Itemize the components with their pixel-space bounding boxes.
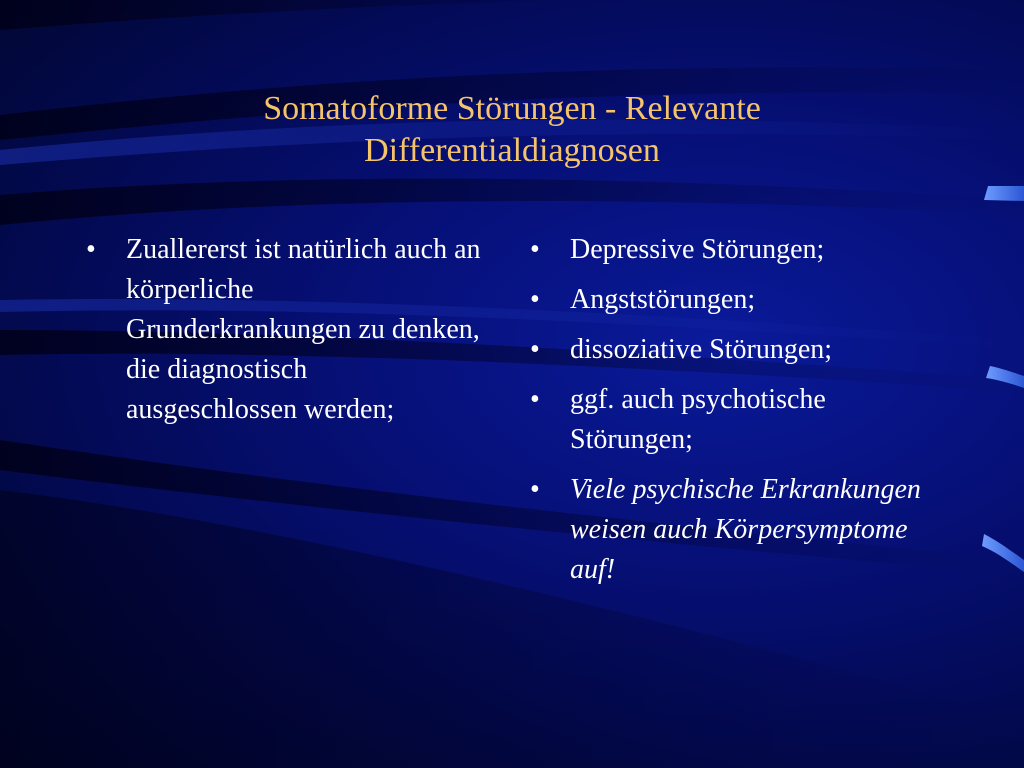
bullet-icon: •	[530, 234, 540, 265]
list-item	[528, 230, 928, 270]
left-column	[84, 230, 484, 440]
slide-title-line-2: Differentialdiagnosen	[364, 132, 660, 169]
list-item-text: ggf. auch psychotische Störungen;	[570, 384, 826, 455]
bullet-icon: •	[530, 284, 540, 315]
list-item-text: Viele psychische Erkrankungen weisen auch Körpersymptome auf!	[570, 474, 921, 585]
slide-title	[0, 88, 1024, 172]
bullet-icon: •	[530, 334, 540, 365]
list-item	[528, 280, 928, 320]
right-column	[528, 230, 928, 600]
left-bullet-list	[84, 230, 484, 430]
list-item-text: dissoziative Störungen;	[570, 334, 833, 365]
list-item-text: Zuallererst ist natürlich auch an körperliche Grunderkrankungen zu denken, die diagnostisch ausgeschlossen werden;	[126, 234, 481, 425]
list-item	[528, 380, 928, 460]
list-item-text: Angststörungen;	[570, 284, 756, 315]
list-item	[528, 470, 928, 590]
right-bullet-list	[528, 230, 928, 590]
bullet-icon: •	[86, 234, 96, 265]
list-item-text: Depressive Störungen;	[570, 234, 825, 265]
bullet-icon: •	[530, 474, 540, 505]
bullet-icon: •	[530, 384, 540, 415]
slide-title-line-1: Somatoforme Störungen - Relevante	[263, 90, 761, 127]
list-item	[528, 330, 928, 370]
list-item	[84, 230, 484, 430]
